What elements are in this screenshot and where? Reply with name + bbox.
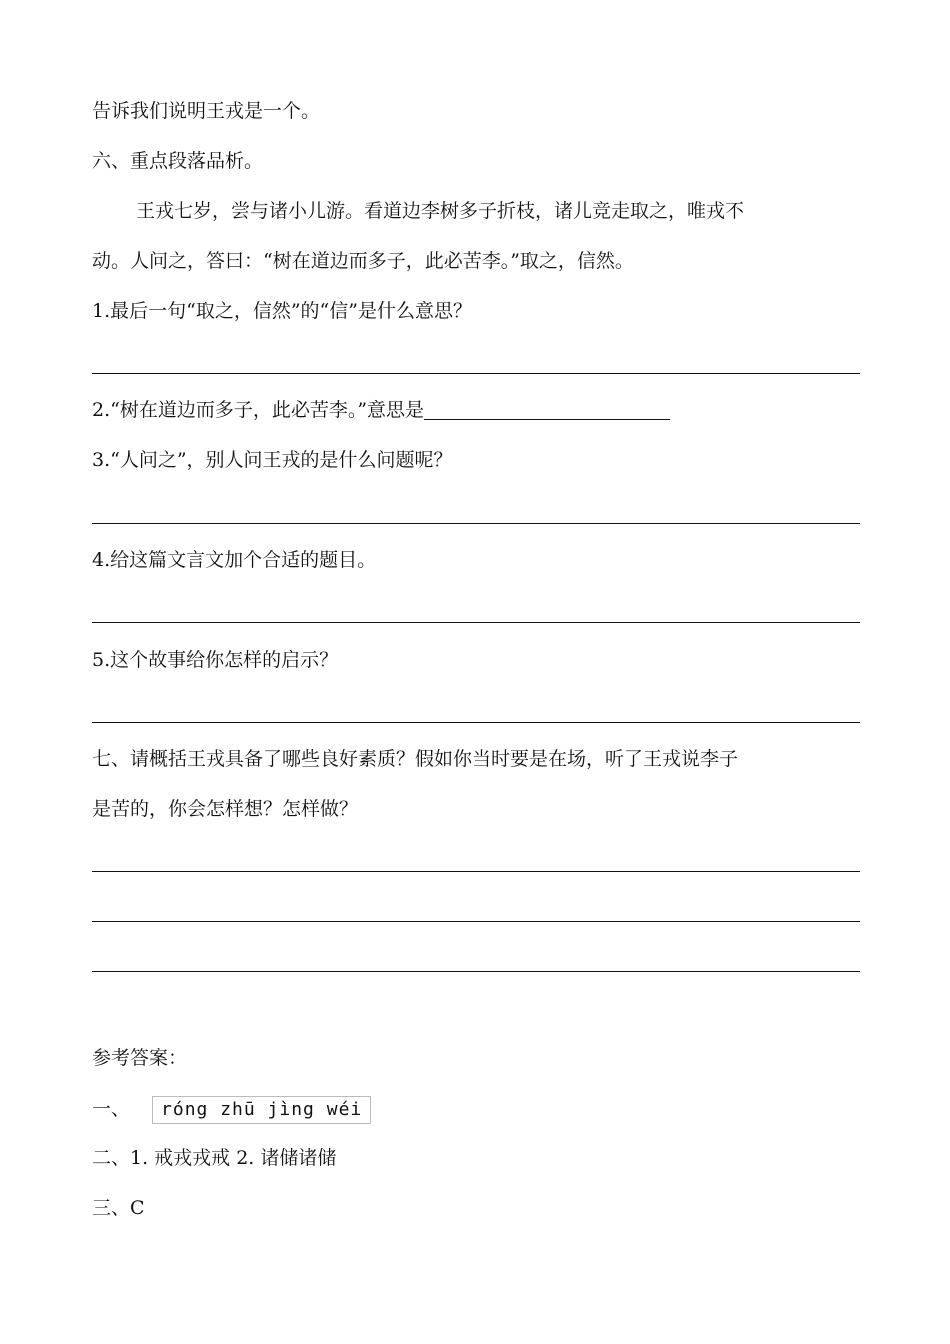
answer-1-label: 一、 bbox=[92, 1098, 131, 1120]
section-7-line-1: 七、请概括王戎具备了哪些良好素质？假如你当时要是在场，听了王戎说李子 bbox=[92, 748, 739, 770]
question-4: 4.给这篇文言文加个合适的题目。 bbox=[92, 549, 377, 571]
question-3: 3.“人问之”，别人问王戎的是什么问题呢？ bbox=[92, 449, 453, 471]
question-2-text: 2.“树在道边而多子，此必苦李。”意思是 bbox=[92, 399, 425, 421]
question-5: 5.这个故事给你怎样的启示？ bbox=[92, 649, 339, 671]
answer-1 bbox=[92, 1096, 371, 1124]
passage-line-2: 动。人问之，答曰：“树在道边而多子，此必苦李。”取之，信然。 bbox=[92, 250, 634, 272]
answer-line-q4[interactable] bbox=[92, 622, 860, 623]
answer-line-q1[interactable] bbox=[92, 373, 860, 374]
question-1: 1.最后一句“取之，信然”的“信”是什么意思？ bbox=[92, 300, 472, 322]
passage-line-1: 王戎七岁，尝与诸小儿游。看道边李树多子折枝，诸儿竞走取之，唯戎不 bbox=[136, 200, 745, 222]
answer-3: 三、C bbox=[92, 1197, 145, 1219]
section-7-line-2: 是苦的，你会怎样想？怎样做？ bbox=[92, 798, 359, 820]
section-6-heading: 六、重点段落品析。 bbox=[92, 150, 264, 172]
answer-line-q3[interactable] bbox=[92, 523, 860, 524]
text-line-intro: 告诉我们说明王戎是一个。 bbox=[92, 100, 321, 122]
answers-heading: 参考答案： bbox=[92, 1047, 188, 1069]
answer-line-s7-3[interactable] bbox=[92, 971, 860, 972]
answer-line-q5[interactable] bbox=[92, 722, 860, 723]
answer-2: 二、1. 戒戎戎戒 2. 诸储诸储 bbox=[92, 1147, 337, 1169]
answer-blank-q2[interactable] bbox=[424, 399, 670, 420]
question-2 bbox=[92, 397, 670, 423]
pinyin-box: róng zhū jìng wéi bbox=[152, 1096, 371, 1124]
answer-line-s7-1[interactable] bbox=[92, 871, 860, 872]
answer-line-s7-2[interactable] bbox=[92, 921, 860, 922]
